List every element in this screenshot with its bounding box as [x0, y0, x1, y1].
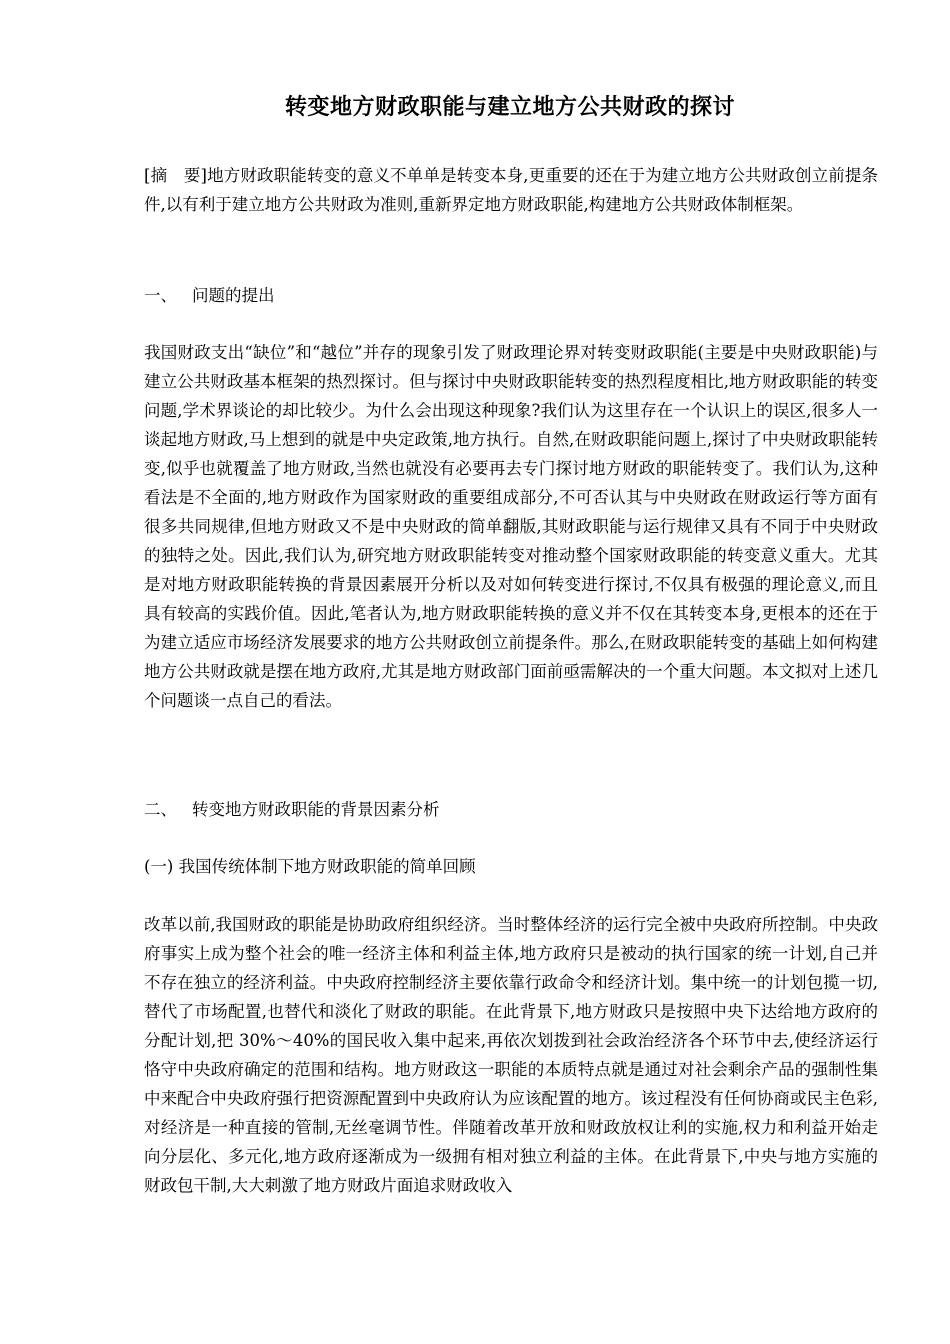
section-title-2: 转变地方财政职能的背景因素分析	[192, 800, 440, 819]
document-title: 转变地方财政职能与建立地方公共财政的探讨	[284, 94, 735, 120]
abstract-label: [摘 要]	[144, 166, 207, 185]
section-title-1: 问题的提出	[192, 286, 275, 305]
section-heading-2	[144, 795, 878, 824]
section-number-2: 二、	[144, 800, 177, 819]
subsection-heading-1: (一) 我国传统体制下地方财政职能的简单回顾	[144, 857, 476, 876]
section-number-1: 一、	[144, 286, 177, 305]
abstract-paragraph	[144, 161, 878, 219]
abstract-text: 地方财政职能转变的意义不单单是转变本身,更重要的还在于为建立地方公共财政创立前提条件,以有利于建立地方公共财政为准则,重新界定地方财政职能,构建地方公共财政体制框架。	[144, 166, 879, 214]
section-heading-1	[144, 281, 878, 310]
body-paragraph-1: 我国财政支出“缺位”和“越位”并存的现象引发了财政理论界对转变财政职能(主要是中央财政职能)与建立公共财政基本框架的热烈探讨。但与探讨中央财政职能转变的热烈程度相比,地方财政职能的转变问题,学术界谈论的却比较少。为什么会出现这种现象?我们认为这里存在一个认识上的误区,很多人一谈起地方财政,马上想到的就是中央定政策,地方执行。自然,在财政职能问题上,探讨了中央财政职能转变,似乎也就覆盖了地方财政,当然也就没有必要再去专门探讨地方财政的职能转变了。我们认为,这种看法是不全面的,地方财政作为国家财政的重要组成部分,不可否认其与中央财政在财政运行等方面有很多共同规律,但地方财政又不是中央财政的简单翻版,其财政职能与运行规律又具有不同于中央财政的独特之处。因此,我们认为,研究地方财政职能转变对推动整个国家财政职能的转变意义重大。尤其是对地方财政职能转换的背景因素展开分析以及对如何转变进行探讨,不仅具有极强的理论意义,而且具有较高的实践价值。因此,笔者认为,地方财政职能转换的意义并不仅在其转变本身,更根本的还在于为建立适应市场经济发展要求的地方公共财政创立前提条件。那么,在财政职能转变的基础上如何构建地方公共财政就是摆在地方政府,尤其是地方财政部门面前亟需解决的一个重大问题。本文拟对上述几个问题谈一点自己的看法。	[144, 343, 878, 710]
body-paragraph-2: 改革以前,我国财政的职能是协助政府组织经济。当时整体经济的运行完全被中央政府所控制。中央政府事实上成为整个社会的唯一经济主体和利益主体,地方政府只是被动的执行国家的统一计划,自己并不存在独立的经济利益。中央政府控制经济主要依靠行政命令和经济计划。集中统一的计划包揽一切,替代了市场配置,也替代和淡化了财政的职能。在此背景下,地方财政只是按照中央下达给地方政府的分配计划,把 30%～40%的国民收入集中起来,再依次划拨到社会政治经济各个环节中去,使经济运行恪守中央政府确定的范围和结构。地方财政这一职能的本质特点就是通过对社会剩余产品的强制性集中来配合中央政府强行把资源配置到中央政府认为应该配置的地方。该过程没有任何协商或民主色彩,对经济是一种直接的管制,无丝毫调节性。伴随着改革开放和财政放权让利的实施,权力和利益开始走向分层化、多元化,地方政府逐渐成为一级拥有相对独立利益的主体。在此背景下,中央与地方实施的财政包干制,大大刺激了地方财政片面追求财政收入	[144, 915, 878, 1195]
